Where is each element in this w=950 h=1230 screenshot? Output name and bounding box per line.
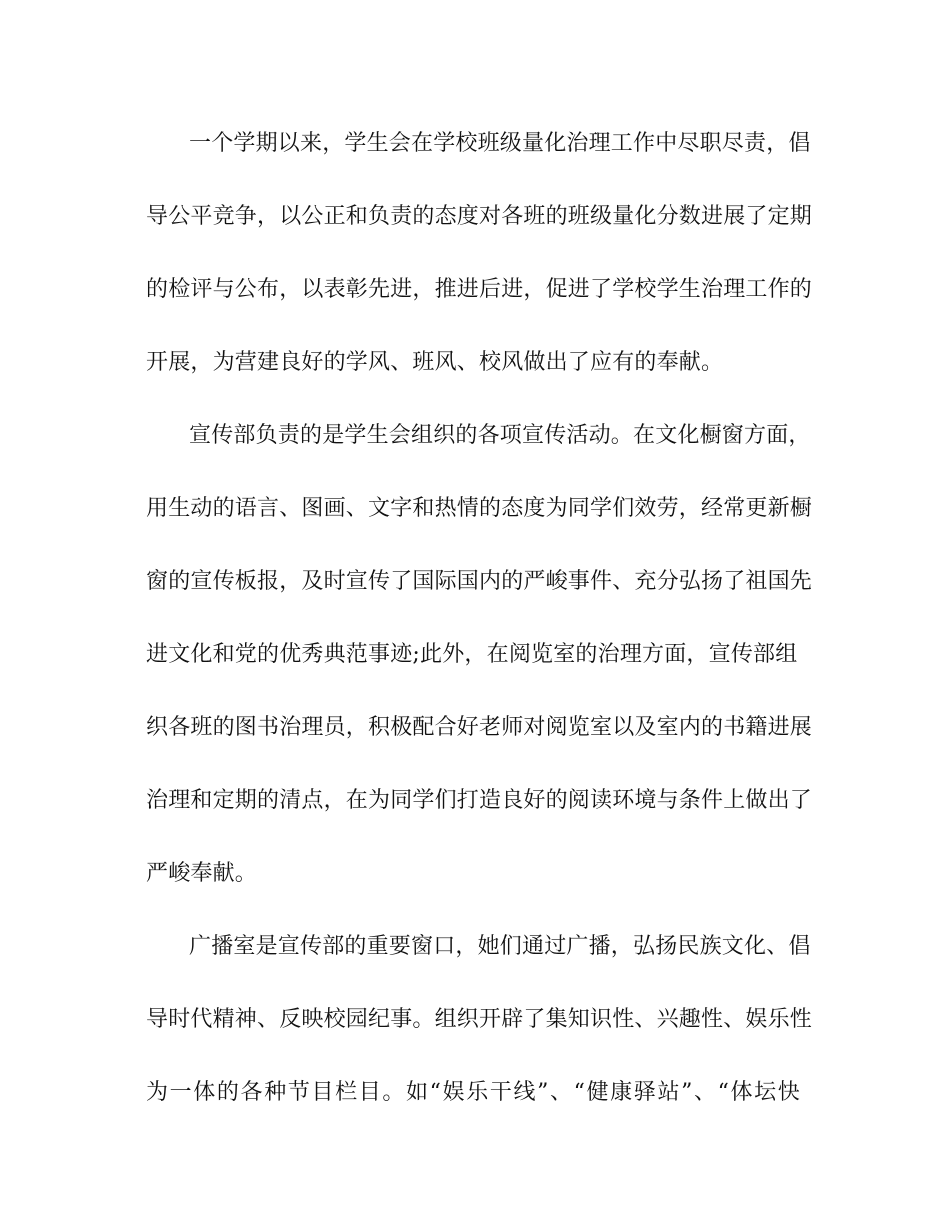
paragraph-2-line-6: 治理和定期的清点，在为同学们打造良好的阅读环境与条件上做出了 <box>146 788 813 813</box>
paragraph-1-line-4: 开展，为营建良好的学风、班风、校风做出了应有的奉献。 <box>146 350 724 375</box>
paragraph-2-line-7: 严峻奉献。 <box>146 861 258 886</box>
paragraph-1-line-2: 导公平竞争，以公正和负责的态度对各班的班级量化分数进展了定期 <box>146 204 813 229</box>
paragraph-1-line-3: 的检评与公布，以表彰先进，推进后进，促进了学校学生治理工作的 <box>146 277 813 302</box>
paragraph-2-line-2: 用生动的语言、图画、文字和热情的态度为同学们效劳，经常更新橱 <box>146 496 813 521</box>
paragraph-3-line-1: 广播室是宣传部的重要窗口，她们通过广播，弘扬民族文化、倡 <box>189 934 811 959</box>
paragraph-2-line-4: 进文化和党的优秀典范事迹;此外，在阅览室的治理方面，宣传部组 <box>146 642 798 667</box>
paragraph-3-line-2: 导时代精神、反映校园纪事。组织开辟了集知识性、兴趣性、娱乐性 <box>146 1007 813 1032</box>
paragraph-2-line-5: 织各班的图书治理员，积极配合好老师对阅览室以及室内的书籍进展 <box>146 715 813 740</box>
paragraph-1-line-1: 一个学期以来，学生会在学校班级量化治理工作中尽职尽责，倡 <box>189 131 811 156</box>
paragraph-3-line-3: 为一体的各种节目栏目。如“娱乐干线”、“健康驿站”、“体坛快 <box>146 1080 800 1105</box>
paragraph-2-line-3: 窗的宣传板报，及时宣传了国际国内的严峻事件、充分弘扬了祖国先 <box>146 569 813 594</box>
paragraph-2-line-1: 宣传部负责的是学生会组织的各项宣传活动。在文化橱窗方面， <box>189 423 811 448</box>
